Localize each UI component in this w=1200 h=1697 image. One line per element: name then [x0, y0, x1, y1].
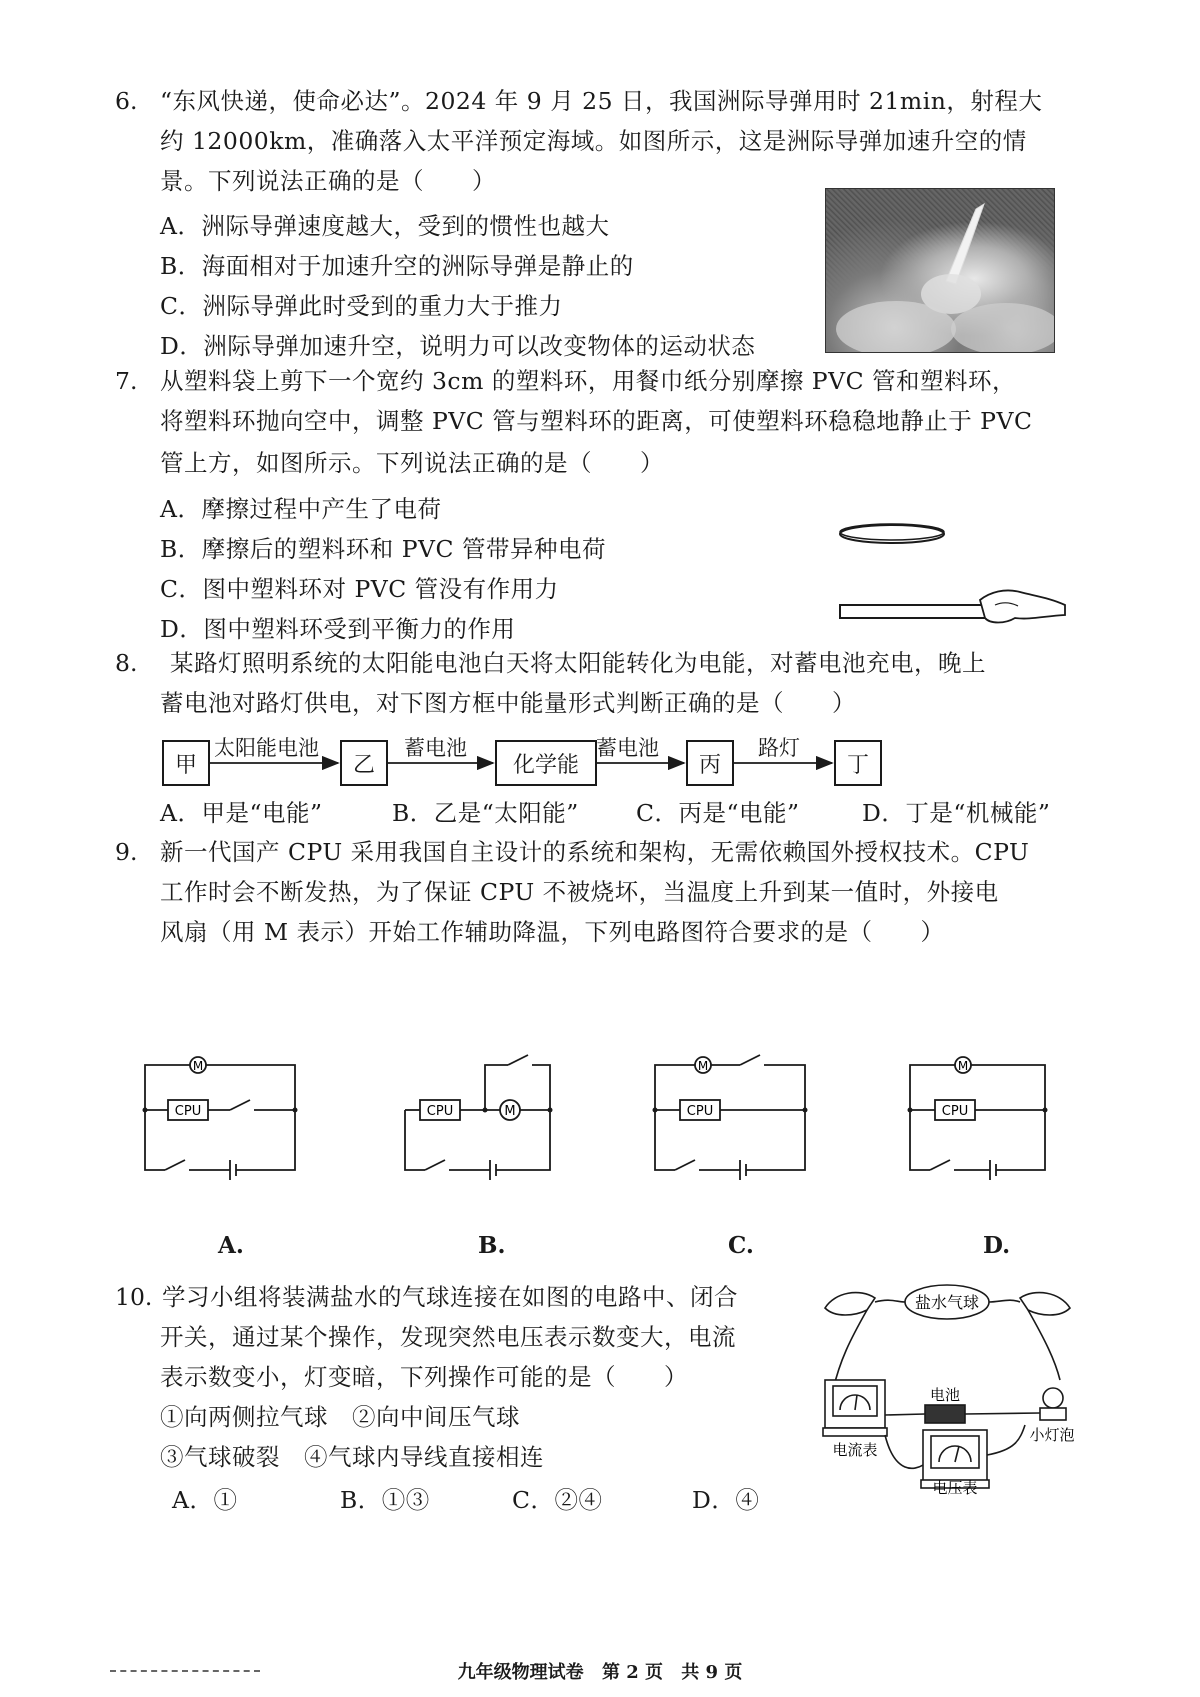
flow-arrow-label: 蓄电池: [596, 736, 659, 760]
footer-total: 共 9 页: [681, 1662, 743, 1683]
question-text-line: ③气球破裂 ④气球内导线直接相连: [160, 1443, 544, 1471]
footer-dash: [110, 1670, 260, 1672]
flow-box-yi: 乙: [340, 740, 388, 786]
footer-page: 第 2 页: [601, 1662, 663, 1683]
question-number: 9.: [115, 838, 138, 866]
question-text-line: 新一代国产 CPU 采用我国自主设计的系统和架构，无需依赖国外授权技术。CPU: [160, 838, 1030, 866]
option-b: B．乙是“太阳能”: [392, 799, 579, 827]
voltmeter-label: 电压表: [932, 1479, 978, 1495]
question-text-line: 蓄电池对路灯供电，对下图方框中能量形式判断正确的是（ ）: [160, 689, 856, 717]
question-text-line: 表示数变小，灯变暗，下列操作可能的是（ ）: [160, 1363, 688, 1391]
question-number: 7.: [115, 367, 138, 395]
circuit-c: [650, 1045, 820, 1185]
motor-label: M: [957, 1059, 969, 1073]
option-c: C．洲际导弹此时受到的重力大于推力: [160, 292, 563, 320]
motor-label: M: [697, 1059, 709, 1073]
option-c: C．图中塑料环对 PVC 管没有作用力: [160, 575, 559, 603]
motor-label: M: [504, 1104, 516, 1119]
option-b: B．摩擦后的塑料环和 PVC 管带异种电荷: [160, 535, 606, 563]
flow-box-chemical: 化学能: [495, 740, 597, 786]
question-number: 6.: [115, 87, 138, 115]
question-text-line: 管上方，如图所示。下列说法正确的是（ ）: [160, 449, 664, 477]
option-a: A．甲是“电能”: [160, 799, 323, 827]
cpu-label: CPU: [686, 1104, 714, 1119]
flow-box-bing: 丙: [686, 740, 734, 786]
option-c: C．丙是“电能”: [636, 799, 800, 827]
battery-label: 电池: [929, 1386, 961, 1404]
circuit-d: [905, 1045, 1075, 1185]
option-d: D．丁是“机械能”: [862, 799, 1051, 827]
question-number: 10.: [115, 1283, 153, 1311]
cpu-label: CPU: [174, 1104, 202, 1119]
circuit-b: [400, 1045, 570, 1185]
flow-arrows: [0, 0, 1200, 800]
flow-box-jia: 甲: [162, 740, 210, 786]
flow-arrow-label: 路灯: [758, 736, 800, 760]
question-text-line: 学习小组将装满盐水的气球连接在如图的电路中、闭合: [162, 1283, 738, 1311]
flow-arrow-label: 蓄电池: [404, 736, 467, 760]
question-text-line: 某路灯照明系统的太阳能电池白天将太阳能转化为电能，对蓄电池充电，晚上: [170, 649, 986, 677]
flow-box-ding: 丁: [834, 740, 882, 786]
ammeter-label: 电流表: [832, 1441, 878, 1459]
question-text-line: 风扇（用 M 表示）开始工作辅助降温，下列电路图符合要求的是（ ）: [160, 918, 945, 946]
option-a: A．摩擦过程中产生了电荷: [160, 495, 442, 523]
question-text-line: 将塑料环抛向空中，调整 PVC 管与塑料环的距离，可使塑料环稳稳地静止于 PVC: [160, 407, 1033, 435]
option-b: B．海面相对于加速升空的洲际导弹是静止的: [160, 252, 634, 280]
balloon-circuit-figure: [815, 1280, 1080, 1495]
balloon-label: 盐水气球: [914, 1293, 980, 1312]
bulb-label: 小灯泡: [1029, 1426, 1075, 1444]
footer-title: 九年级物理试卷: [457, 1662, 584, 1683]
option-d: D．洲际导弹加速升空，说明力可以改变物体的运动状态: [160, 332, 756, 360]
question-text-line: 开关，通过某个操作，发现突然电压表示数变大，电流: [160, 1323, 736, 1351]
circuit-label-b: B.: [478, 1232, 506, 1259]
circuit-label-a: A.: [218, 1232, 244, 1259]
option-d: D．④: [692, 1486, 760, 1514]
cpu-label: CPU: [941, 1104, 969, 1119]
question-text-line: 从塑料袋上剪下一个宽约 3cm 的塑料环，用餐巾纸分别摩擦 PVC 管和塑料环，: [160, 367, 1017, 395]
circuit-a: [140, 1045, 310, 1185]
option-a: A．①: [172, 1486, 238, 1514]
flow-arrow-label: 太阳能电池: [214, 736, 319, 760]
question-number: 8.: [115, 649, 138, 677]
circuit-label-d: D.: [983, 1232, 1011, 1259]
question-text-line: “东风快递，使命必达”。2024 年 9 月 25 日，我国洲际导弹用时 21min，射程大: [160, 87, 1043, 115]
option-c: C．②④: [512, 1486, 603, 1514]
question-text-line: 约 12000km，准确落入太平洋预定海域。如图所示，这是洲际导弹加速升空的情: [160, 127, 1027, 155]
option-a: A．洲际导弹速度越大，受到的惯性也越大: [160, 212, 610, 240]
circuit-label-c: C.: [728, 1232, 754, 1259]
option-b: B．①③: [340, 1486, 430, 1514]
option-d: D．图中塑料环受到平衡力的作用: [160, 615, 516, 643]
motor-label: M: [192, 1059, 204, 1073]
question-text-line: 工作时会不断发热，为了保证 CPU 不被烧坏，当温度上升到某一值时，外接电: [160, 878, 999, 906]
question-text-line: ①向两侧拉气球 ②向中间压气球: [160, 1403, 520, 1431]
question-text-line: 景。下列说法正确的是（ ）: [160, 167, 496, 195]
cpu-label: CPU: [426, 1104, 454, 1119]
